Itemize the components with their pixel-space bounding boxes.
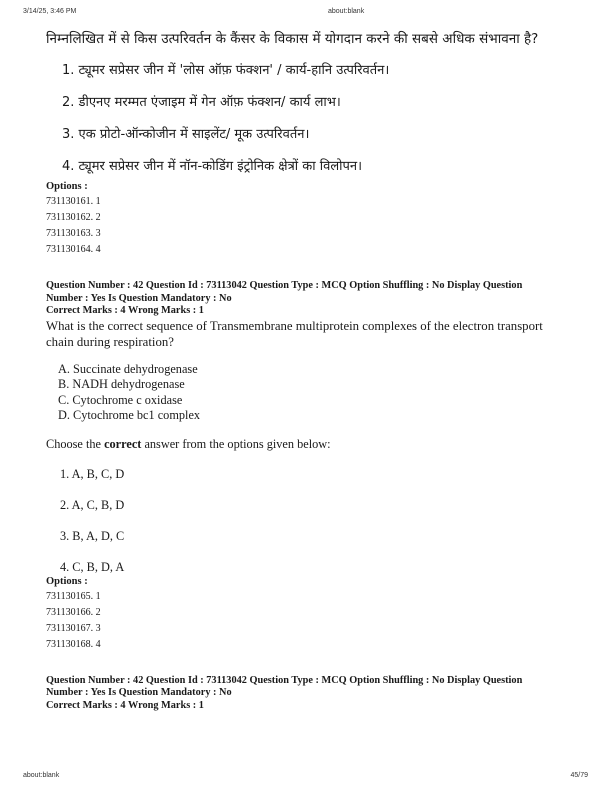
page-content — [46, 30, 586, 712]
print-url-header: about:blank — [328, 8, 365, 15]
question-meta-line: Question Number : 42 Question Id : 73113042 Question Type : MCQ Option Shuffling : No Display Question — [46, 280, 523, 291]
option-id: 731130161. 1 — [46, 196, 101, 207]
answer-choice-1: 1. A, B, C, D — [60, 466, 125, 481]
page-number: 45/79 — [570, 772, 588, 779]
choose-pre: Choose the — [46, 436, 105, 451]
answer-choice-3: 3. B, A, D, C — [60, 528, 125, 543]
answer-choice-2: 2. A, C, B, D — [60, 497, 125, 512]
option-id: 731130164. 4 — [46, 244, 101, 255]
option-id: 731130163. 3 — [46, 228, 101, 239]
question-42-text-cont: chain during respiration? — [46, 334, 174, 349]
question-meta-line: Number : Yes Is Question Mandatory : No — [46, 292, 232, 304]
option-id: 731130167. 3 — [46, 622, 101, 634]
question-41-block — [46, 30, 586, 258]
question-next-block — [46, 675, 586, 713]
list-item: A. Succinate dehydrogenase — [58, 361, 198, 376]
question-41-option-1: 1. ट्यूमर सप्रेसर जीन में 'लोस ऑफ़ फंक्शन' / कार्य-हानि उत्परिवर्तन। — [62, 63, 390, 78]
list-item: C. Cytochrome c oxidase — [58, 392, 183, 407]
marks-line: Correct Marks : 4 Wrong Marks : 1 — [46, 305, 204, 316]
choose-instruction — [46, 436, 586, 452]
item-list — [46, 362, 586, 424]
question-meta-line: Question Number : 42 Question Id : 73113042 Question Type : MCQ Option Shuffling : No Display Question — [46, 674, 523, 686]
list-item: B. NADH dehydrogenase — [58, 377, 185, 391]
print-url-footer: about:blank — [23, 772, 60, 779]
list-item: D. Cytochrome bc1 complex — [58, 408, 201, 422]
question-42-block — [46, 280, 586, 653]
question-meta-line: Number : Yes Is Question Mandatory : No — [46, 687, 232, 698]
option-id: 731130166. 2 — [46, 606, 101, 618]
option-id: 731130165. 1 — [46, 590, 101, 602]
choose-post: answer from the options given below: — [141, 436, 331, 451]
question-41-option-3: 3. एक प्रोटो-ऑन्कोजीन में साइलेंट/ मूक उत्परिवर्तन। — [62, 127, 310, 142]
option-id: 731130168. 4 — [46, 638, 101, 650]
option-id: 731130162. 2 — [46, 212, 101, 223]
question-41-text: निम्नलिखित में से किस उत्परिवर्तन के कैंसर के विकास में योगदान करने की सबसे अधिक संभावना है? — [46, 31, 539, 47]
options-label: Options : — [46, 575, 88, 587]
marks-line: Correct Marks : 4 Wrong Marks : 1 — [46, 699, 204, 711]
choose-emphasis: correct — [104, 436, 142, 451]
question-41-option-4: 4. ट्यूमर सप्रेसर जीन में नॉन-कोडिंग इंट्रोनिक क्षेत्रों का विलोपन। — [62, 159, 363, 174]
options-label: Options : — [46, 181, 88, 192]
question-41-option-2: 2. डीएनए मरम्मत एंजाइम में गेन ऑफ़ फंक्शन/ कार्य लाभ। — [62, 95, 341, 110]
question-42-text: What is the correct sequence of Transmembrane multiprotein complexes of the electron transport — [46, 318, 543, 333]
answer-choice-4: 4. C, B, D, A — [60, 559, 125, 574]
print-timestamp: 3/14/25, 3:46 PM — [23, 8, 77, 15]
